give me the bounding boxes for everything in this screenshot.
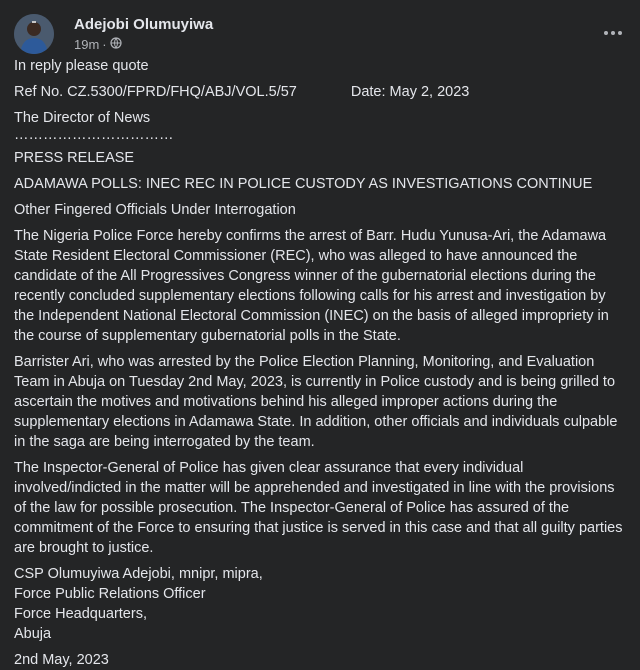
- post-time[interactable]: 19m: [74, 37, 100, 52]
- post-header: [14, 14, 626, 54]
- globe-icon: [110, 37, 122, 52]
- headline: ADAMAWA POLLS: INEC REC IN POLICE CUSTODY AS INVESTIGATIONS CONTINUE: [14, 176, 593, 192]
- author-name[interactable]: Adejobi Olumuyiwa: [74, 16, 214, 33]
- dotted-line: ……………………………: [14, 127, 174, 143]
- signature-line-2: Force Public Relations Officer: [14, 586, 206, 602]
- addressee: The Director of News: [14, 110, 151, 126]
- paragraph-3: The Inspector-General of Police has given clear assurance that every individual involved/indicted in the matter will be apprehended and investigated in line with the provisions of the law for possible prosecution. The Inspector-General of Police has assured of the commitment of the Force to ensuring that justice is served in this case and that all guilty parties are brought to justice.: [14, 460, 623, 556]
- ref-line: [14, 82, 628, 102]
- more-options-icon[interactable]: [600, 20, 626, 46]
- meta-separator: ·: [102, 37, 107, 52]
- signature-line-3: Force Headquarters,: [14, 606, 147, 622]
- paragraph-2: Barrister Ari, who was arrested by the Police Election Planning, Monitoring, and Evaluation Team in Abuja on Tuesday 2nd May, 2023, is currently in Police custody and is being grilled to ascertain the motives and motivations behind his alleged improper actions during the supplementary elections in Adamawa State. In addition, other officials and individuals culpable in the saga are being interrogated by the team.: [14, 354, 618, 450]
- post-meta: [74, 37, 122, 52]
- signature-line-4: Abuja: [14, 626, 52, 642]
- paragraph-1: The Nigeria Police Force hereby confirms the arrest of Barr. Hudu Yunusa-Ari, the Adamawa State Resident Electoral Commissioner (REC), who was alleged to have announced the candidate of the All Progressives Congress winner of the gubernatorial elections during the recently concluded supplementary elections following calls for his arrest and investigation by the Independent National Electoral Commission (INEC) on the basis of alleged impropriety in the course of supplementary gubernatorial polls in the State.: [14, 228, 609, 344]
- signature-line-1: CSP Olumuyiwa Adejobi, mnipr, mipra,: [14, 566, 263, 582]
- avatar[interactable]: [14, 14, 54, 54]
- ref-number: Ref No. CZ.5300/FPRD/FHQ/ABJ/VOL.5/57: [14, 84, 297, 100]
- reply-note: In reply please quote: [14, 58, 149, 74]
- press-release-label: PRESS RELEASE: [14, 150, 135, 166]
- ref-date: Date: May 2, 2023: [350, 84, 470, 100]
- post-body: [14, 56, 628, 670]
- subheadline: Other Fingered Officials Under Interrogation: [14, 202, 296, 218]
- closing-date: 2nd May, 2023: [14, 652, 109, 668]
